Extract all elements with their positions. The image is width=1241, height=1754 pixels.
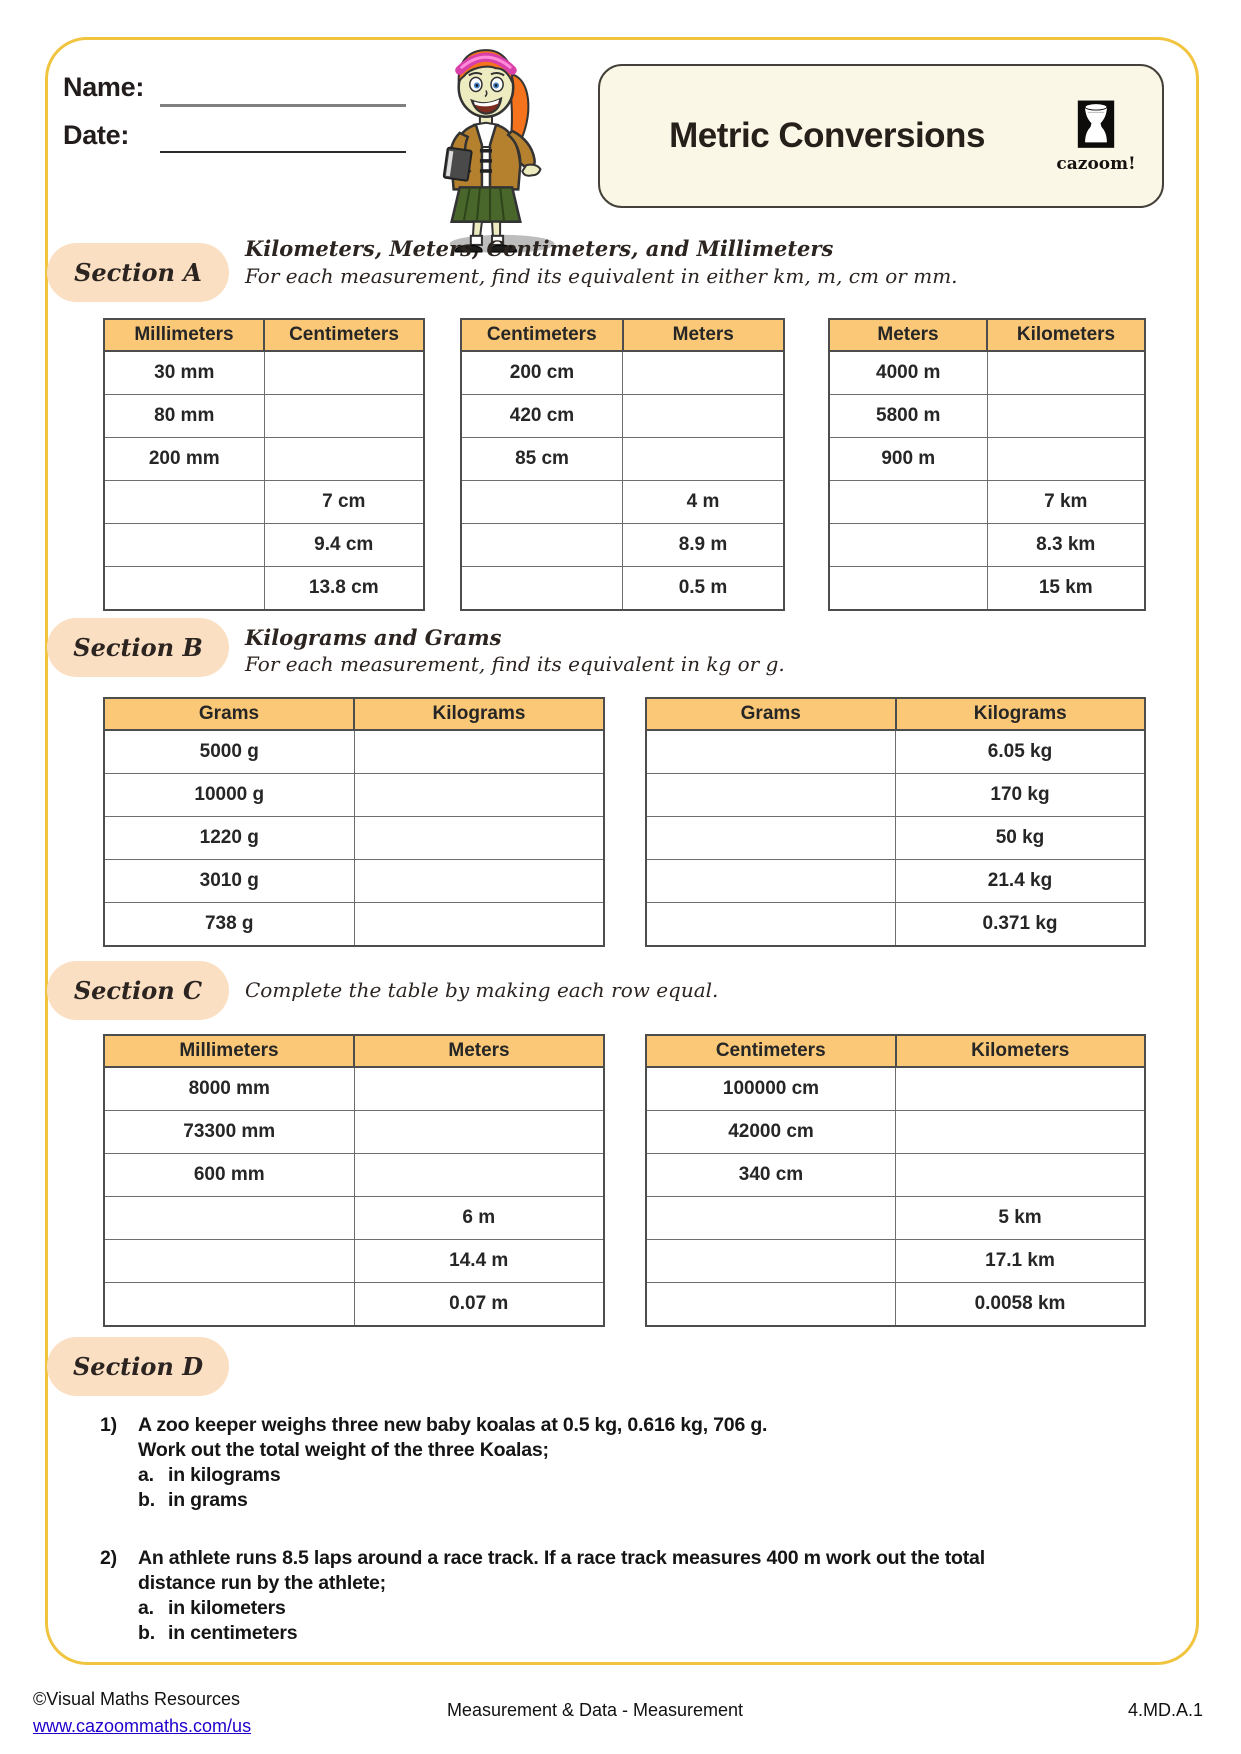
table-row [646,730,1145,774]
value-cell: 6 m [354,1197,604,1240]
table-row [646,1283,1145,1327]
column-header: Meters [354,1035,604,1067]
table-row [646,1111,1145,1154]
title-box [598,64,1164,208]
value-cell: 14.4 m [354,1240,604,1283]
table-header-row [104,319,424,351]
answer-cell[interactable] [104,524,264,567]
answer-cell[interactable] [461,567,623,611]
section-a-subtitle: For each measurement, find its equivalent in either km, m, cm or mm. [245,264,958,288]
answer-cell[interactable] [104,481,264,524]
table-row [829,438,1145,481]
table-row [461,567,784,611]
column-header: Grams [104,698,354,730]
value-cell: 1220 g [104,817,354,860]
value-cell: 5 km [896,1197,1146,1240]
date-input-line[interactable] [160,151,406,153]
answer-cell[interactable] [646,730,896,774]
footer-standard-code: 4.MD.A.1 [1127,1700,1203,1720]
column-header: Centimeters [646,1035,896,1067]
answer-cell[interactable] [646,1283,896,1327]
answer-cell[interactable] [354,860,604,903]
value-cell: 100000 cm [646,1067,896,1111]
question-text: A zoo keeper weighs three new baby koalas at 0.5 kg, 0.616 kg, 706 g. [138,1414,768,1436]
table-row [461,481,784,524]
value-cell: 80 mm [104,395,264,438]
table-cm-km [645,1034,1146,1327]
table-row [646,1240,1145,1283]
table-header-row [104,1035,604,1067]
table-row [104,351,424,395]
value-cell: 8.3 km [987,524,1145,567]
table-g-kg-left [103,697,605,947]
value-cell: 340 cm [646,1154,896,1197]
table-header-row [829,319,1145,351]
table-row [646,1067,1145,1111]
question-text: An athlete runs 8.5 laps around a race track. If a race track measures 400 m work out the total [138,1547,985,1569]
question-2 [100,1546,1110,1646]
answer-cell[interactable] [623,438,785,481]
table-row [104,774,604,817]
value-cell: 85 cm [461,438,623,481]
answer-cell[interactable] [354,730,604,774]
column-header: Grams [646,698,896,730]
value-cell: 200 mm [104,438,264,481]
table-g-kg-right [645,697,1146,947]
column-header: Meters [623,319,785,351]
answer-cell[interactable] [623,395,785,438]
value-cell: 170 kg [896,774,1146,817]
section-b-label: Section B [47,618,229,677]
value-cell: 600 mm [104,1154,354,1197]
table-row [104,730,604,774]
answer-cell[interactable] [354,1154,604,1197]
value-cell: 0.07 m [354,1283,604,1327]
table-row [104,438,424,481]
answer-cell[interactable] [829,481,987,524]
table-row [646,817,1145,860]
answer-cell[interactable] [104,1240,354,1283]
table-row [104,1283,604,1327]
value-cell: 73300 mm [104,1111,354,1154]
part-text: in centimeters [168,1622,298,1644]
table-row [646,1197,1145,1240]
answer-cell[interactable] [104,567,264,611]
column-header: Kilometers [987,319,1145,351]
answer-cell[interactable] [264,351,424,395]
value-cell: 6.05 kg [896,730,1146,774]
value-cell: 4 m [623,481,785,524]
table-row [104,524,424,567]
part-text: in kilograms [168,1464,281,1486]
value-cell: 0.371 kg [896,903,1146,947]
value-cell: 5800 m [829,395,987,438]
name-input-line[interactable] [160,104,406,107]
answer-cell[interactable] [829,567,987,611]
table-m-km [828,318,1146,611]
answer-cell[interactable] [829,524,987,567]
footer-copyright: ©Visual Maths Resources [33,1689,241,1709]
column-header: Millimeters [104,319,264,351]
table-row [104,1067,604,1111]
answer-cell[interactable] [896,1067,1146,1111]
table-row [461,351,784,395]
value-cell: 3010 g [104,860,354,903]
column-header: Millimeters [104,1035,354,1067]
answer-cell[interactable] [896,1154,1146,1197]
answer-cell[interactable] [264,395,424,438]
value-cell: 900 m [829,438,987,481]
part-letter: b. [138,1622,155,1644]
table-row [104,481,424,524]
table-header-row [646,1035,1145,1067]
table-mm-m [103,1034,605,1327]
column-header: Centimeters [461,319,623,351]
footer-link[interactable]: www.cazoommaths.com/us [33,1716,252,1736]
value-cell: 7 cm [264,481,424,524]
answer-cell[interactable] [987,438,1145,481]
value-cell: 0.0058 km [896,1283,1146,1327]
value-cell: 10000 g [104,774,354,817]
table-row [646,1154,1145,1197]
column-header: Kilograms [896,698,1146,730]
question-number: 1) [100,1414,117,1436]
answer-cell[interactable] [354,774,604,817]
column-header: Kilometers [896,1035,1146,1067]
value-cell: 5000 g [104,730,354,774]
table-row [646,903,1145,947]
answer-cell[interactable] [461,481,623,524]
table-row [104,395,424,438]
section-c-label: Section C [47,961,229,1020]
worksheet-title: Metric Conversions [669,116,985,155]
value-cell: 420 cm [461,395,623,438]
question-text: Work out the total weight of the three Koalas; [138,1439,549,1461]
answer-cell[interactable] [623,351,785,395]
answer-cell[interactable] [354,817,604,860]
section-d-label: Section D [47,1337,229,1396]
answer-cell[interactable] [646,860,896,903]
table-row [829,395,1145,438]
value-cell: 50 kg [896,817,1146,860]
answer-cell[interactable] [987,395,1145,438]
section-a-label: Section A [47,243,229,302]
value-cell: 0.5 m [623,567,785,611]
value-cell: 200 cm [461,351,623,395]
value-cell: 8.9 m [623,524,785,567]
answer-cell[interactable] [896,1111,1146,1154]
table-row [104,817,604,860]
girl-illustration [413,40,569,254]
table-row [829,524,1145,567]
footer-topic: Measurement & Data - Measurement [446,1700,744,1720]
table-row [829,567,1145,611]
part-letter: a. [138,1597,154,1619]
answer-cell[interactable] [354,1111,604,1154]
value-cell: 7 km [987,481,1145,524]
section-b-subtitle: For each measurement, find its equivalent in kg or g. [245,652,785,676]
answer-cell[interactable] [646,774,896,817]
column-header: Kilograms [354,698,604,730]
table-row [461,438,784,481]
answer-cell[interactable] [987,351,1145,395]
table-row [104,860,604,903]
value-cell: 9.4 cm [264,524,424,567]
table-header-row [646,698,1145,730]
answer-cell[interactable] [354,903,604,947]
answer-cell[interactable] [646,817,896,860]
question-number: 2) [100,1547,117,1569]
question-1 [100,1413,1110,1513]
table-header-row [461,319,784,351]
value-cell: 738 g [104,903,354,947]
value-cell: 30 mm [104,351,264,395]
table-row [829,351,1145,395]
table-row [829,481,1145,524]
table-row [646,774,1145,817]
answer-cell[interactable] [104,1283,354,1327]
table-row [646,860,1145,903]
value-cell: 17.1 km [896,1240,1146,1283]
value-cell: 8000 mm [104,1067,354,1111]
answer-cell[interactable] [646,1197,896,1240]
part-text: in grams [168,1489,248,1511]
part-text: in kilometers [168,1597,286,1619]
table-row [461,524,784,567]
logo-text: cazoom! [1056,153,1136,174]
value-cell: 13.8 cm [264,567,424,611]
table-header-row [104,698,604,730]
table-row [461,395,784,438]
section-b-heading: Kilograms and Grams [245,625,502,650]
date-label: Date: [63,120,130,150]
djembe-drum-icon [1076,99,1116,153]
table-row [104,903,604,947]
table-row [104,1197,604,1240]
value-cell: 4000 m [829,351,987,395]
question-text: distance run by the athlete; [138,1572,386,1594]
section-c-instruction: Complete the table by making each row equal. [245,978,719,1002]
part-letter: a. [138,1464,154,1486]
section-a-heading: Kilometers, Meters, Centimeters, and Millimeters [245,236,834,261]
table-row [104,1111,604,1154]
table-row [104,1154,604,1197]
cazoom-logo [1040,99,1152,174]
answer-cell[interactable] [104,1197,354,1240]
table-row [104,567,424,611]
answer-cell[interactable] [264,438,424,481]
column-header: Meters [829,319,987,351]
answer-cell[interactable] [646,1240,896,1283]
value-cell: 21.4 kg [896,860,1146,903]
table-cm-m [460,318,785,611]
answer-cell[interactable] [354,1067,604,1111]
answer-cell[interactable] [646,903,896,947]
table-row [104,1240,604,1283]
column-header: Centimeters [264,319,424,351]
value-cell: 42000 cm [646,1111,896,1154]
answer-cell[interactable] [461,524,623,567]
name-label: Name: [63,72,145,102]
table-mm-cm [103,318,425,611]
part-letter: b. [138,1489,155,1511]
value-cell: 15 km [987,567,1145,611]
